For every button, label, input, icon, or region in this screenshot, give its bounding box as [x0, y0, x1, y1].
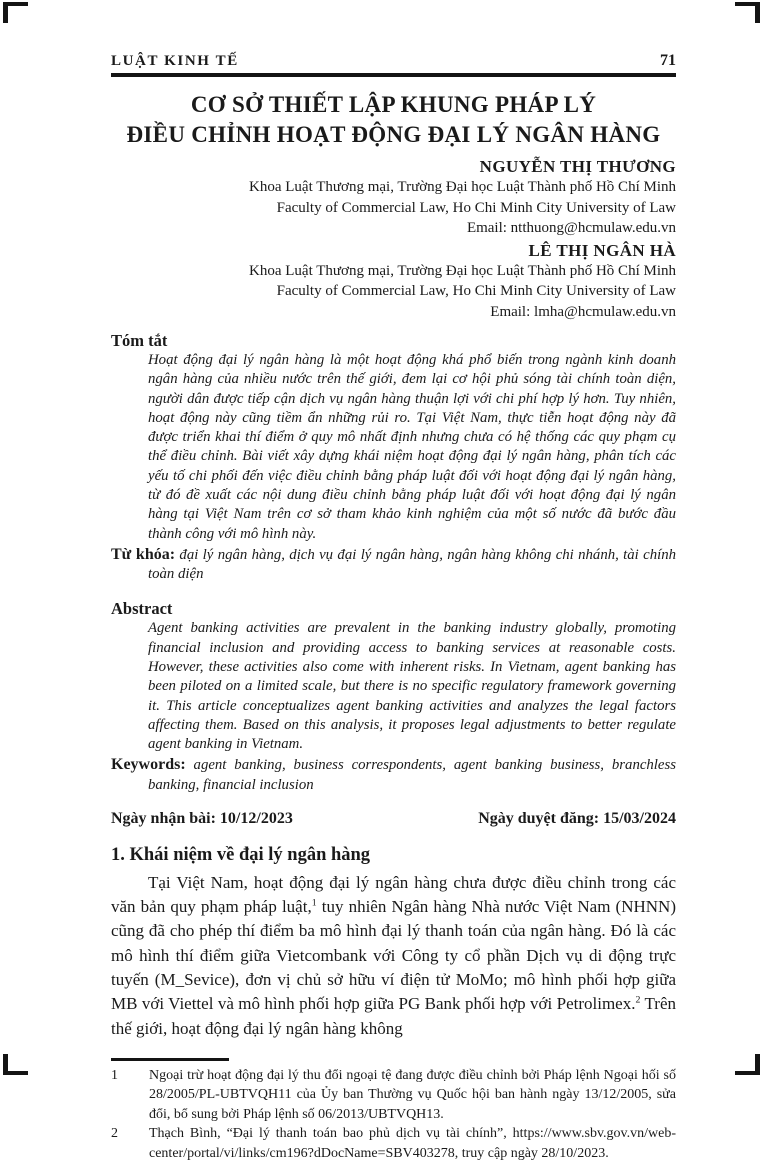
dates-row [111, 810, 676, 828]
date-approved: Ngày duyệt đăng: 15/03/2024 [478, 809, 676, 827]
keywords-vi-body: đại lý ngân hàng, dịch vụ đại lý ngân hàng, ngân hàng không chi nhánh, tài chính toàn diện [148, 546, 677, 583]
article-title [111, 90, 676, 150]
paragraph-text: tuy nhiên Ngân hàng Nhà nước Việt Nam (NHNN) cũng đã cho phép thí điểm ba mô hình đại lý thanh toán của ngân hàng. Đó là các mô hình thí điểm giữa Vietcombank với Công ty cổ phần Dịch vụ di động trực tuyến (M_Sevice), đơn vị chủ sở hữu ví điện tử MoMo; mô hình phối hợp giữa MB với Viettel và mô hình phối hợp giữa PG Bank phối hợp với Petrolimex. [111, 897, 676, 1014]
abstract-vi-label: Tóm tắt [111, 331, 168, 350]
footnote-1-text: Ngoại trừ hoạt động đại lý thu đổi ngoại tệ đang được điều chỉnh bởi Pháp lệnh Ngoại hối số 28/2005/PL-UBTVQH11 của Ủy ban Thường vụ Quốc hội ban hành ngày 13/12/2005, sửa đổi, bổ sung bởi Pháp lệnh số 06/2013/UBTVQH13. [149, 1067, 676, 1122]
keywords-en-body: agent banking, business correspondents, agent banking business, branchless banking, financial inclusion [148, 757, 677, 793]
page-number: 71 [660, 52, 676, 69]
author-2-email: Email: lmha@hcmulaw.edu.vn [490, 303, 676, 320]
footnotes [111, 1066, 676, 1163]
footnote-1-number: 1 [111, 1067, 118, 1083]
crop-mark-bottom-left [3, 1054, 28, 1075]
author-1-email: Email: ntthuong@hcmulaw.edu.vn [466, 220, 676, 236]
footnote-ref-2: 2 [635, 994, 641, 1006]
footnote-2-number: 2 [111, 1126, 118, 1142]
author-block [111, 157, 676, 322]
keywords-en-label: Keywords: [111, 756, 186, 774]
article-title-line2: ĐIỀU CHỈNH HOẠT ĐỘNG ĐẠI LÝ NGÂN HÀNG [126, 122, 661, 147]
date-received: Ngày nhận bài: 10/12/2023 [111, 809, 293, 827]
footnote-ref-1: 1 [311, 897, 317, 909]
author-2-name: LÊ THỊ NGÂN HÀ [528, 240, 676, 260]
author-1-affiliation-en: Faculty of Commercial Law, Ho Chi Minh City University of Law [276, 199, 676, 216]
author-1-affiliation-vi: Khoa Luật Thương mại, Trường Đại học Luật Thành phố Hồ Chí Minh [249, 179, 676, 195]
crop-mark-bottom-right [735, 1054, 760, 1075]
abstract-en-body: Agent banking activities are prevalent in the banking industry globally, promoting financial inclusion and providing access to banking services at reasonable costs. However, these activities also come with inherent risks. In Vietnam, agent banking has been piloted on a limited scale, but there is no specific regulatory framework governing it. This article conceptualizes agent banking activities and analyzes the legal factors affecting them. Based on this analysis, it proposes legal adjustments to better regulate agent banking in Vietnam. [148, 620, 676, 753]
section-1-paragraph [111, 871, 676, 1041]
footnote-2 [111, 1124, 676, 1163]
keywords-vi [111, 545, 676, 585]
section-1-heading: 1. Khái niệm về đại lý ngân hàng [111, 844, 371, 865]
footnote-separator [111, 1058, 229, 1061]
author-2-affiliation-vi: Khoa Luật Thương mại, Trường Đại học Luật Thành phố Hồ Chí Minh [249, 262, 676, 279]
journal-section-name: LUẬT KINH TẾ [111, 53, 239, 69]
abstract-vi-body: Hoạt động đại lý ngân hàng là một hoạt động khá phổ biến trong ngành kinh doanh ngân hàng của nhiều nước trên thế giới, đem lại cơ hội phủ sóng tài chính toàn diện, người dân được tiếp cận dịch vụ ngân hàng thuận lợi với chi phí hợp lý hơn. Tuy nhiên, hoạt động này cũng tiềm ẩn những rủi ro. Tại Việt Nam, thực tiễn hoạt động này đã được triển khai thí điểm ở quy mô nhất định nhưng chưa có hệ thống các quy phạm cụ thể điều chỉnh. Bài viết xây dựng khái niệm hoạt động đại lý ngân hàng, phân tích các yếu tố chi phối đến việc điều chỉnh bằng pháp luật đối với hoạt động đại lý ngân hàng, từ đó đề xuất các nội dung điều chỉnh bằng pháp luật đối với hoạt động đại lý ngân hàng tại Việt Nam trên cơ sở tham khảo kinh nghiệm của một số nước đã bước đầu thành công với mô hình này. [148, 352, 676, 542]
footnote-2-text: Thạch Bình, “Đại lý thanh toán bao phủ dịch vụ tài chính”, https://www.sbv.gov.vn/web-center/portal/vi/links/cm196?dDocName=SBV403278, truy cập ngày 28/10/2023. [149, 1126, 676, 1161]
author-2-affiliation-en: Faculty of Commercial Law, Ho Chi Minh City University of Law [276, 283, 676, 299]
page-content [111, 52, 676, 1163]
crop-mark-top-left [3, 2, 28, 23]
running-header [111, 52, 676, 77]
article-title-line1: CƠ SỞ THIẾT LẬP KHUNG PHÁP LÝ [190, 92, 597, 117]
paragraph-text: Tại Việt Nam, hoạt động đại lý ngân hàng chưa được điều chỉnh trong các văn bản quy phạm pháp luật, [111, 872, 676, 917]
crop-mark-top-right [735, 2, 760, 23]
paragraph-text: Trên thế giới, hoạt động đại lý ngân hàng không [111, 994, 676, 1038]
keywords-vi-label: Từ khóa: [111, 545, 176, 563]
author-1-name: NGUYỄN THỊ THƯƠNG [479, 157, 676, 176]
keywords-en [111, 755, 676, 795]
abstract-en-label: Abstract [111, 599, 173, 619]
footnote-1 [111, 1066, 676, 1125]
